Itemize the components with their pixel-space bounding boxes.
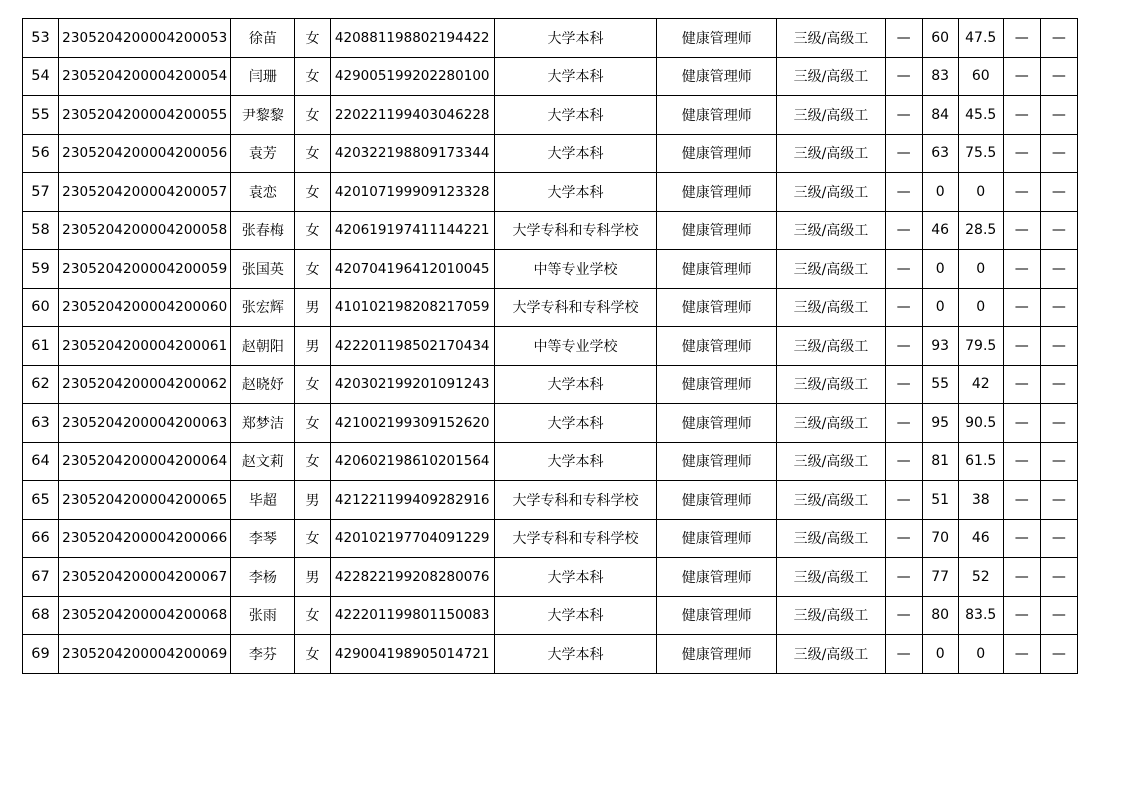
gender-cell: 女 (295, 96, 330, 135)
occupation-cell: 健康管理师 (657, 519, 777, 558)
id-number-cell: 420302199201091243 (330, 365, 494, 404)
seq-cell: 64 (23, 442, 59, 481)
occupation-cell: 健康管理师 (657, 134, 777, 173)
score-2-cell: 83.5 (958, 596, 1003, 635)
occupation-cell: 健康管理师 (657, 481, 777, 520)
gender-cell: 女 (295, 211, 330, 250)
candidate-score-table (22, 18, 1078, 674)
score-2-cell: 46 (958, 519, 1003, 558)
column-b-cell: — (1003, 57, 1040, 96)
occupation-cell: 健康管理师 (657, 211, 777, 250)
seq-cell: 60 (23, 288, 59, 327)
column-a-cell: — (885, 57, 922, 96)
id-number-cell: 422201199801150083 (330, 596, 494, 635)
column-c-cell: — (1040, 442, 1077, 481)
level-cell: 三级/高级工 (777, 442, 885, 481)
column-c-cell: — (1040, 173, 1077, 212)
column-a-cell: — (885, 442, 922, 481)
column-b-cell: — (1003, 288, 1040, 327)
column-c-cell: — (1040, 404, 1077, 443)
column-c-cell: — (1040, 288, 1077, 327)
exam-number-cell: 2305204200004200064 (59, 442, 231, 481)
score-2-cell: 75.5 (958, 134, 1003, 173)
column-a-cell: — (885, 288, 922, 327)
column-a-cell: — (885, 596, 922, 635)
education-cell: 中等专业学校 (494, 327, 656, 366)
column-b-cell: — (1003, 211, 1040, 250)
table-body (23, 19, 1078, 674)
gender-cell: 女 (295, 442, 330, 481)
seq-cell: 68 (23, 596, 59, 635)
column-a-cell: — (885, 635, 922, 674)
table-row (23, 558, 1078, 597)
gender-cell: 女 (295, 365, 330, 404)
column-a-cell: — (885, 558, 922, 597)
name-cell: 赵朝阳 (231, 327, 295, 366)
level-cell: 三级/高级工 (777, 365, 885, 404)
score-2-cell: 0 (958, 250, 1003, 289)
exam-number-cell: 2305204200004200063 (59, 404, 231, 443)
column-a-cell: — (885, 134, 922, 173)
education-cell: 大学本科 (494, 173, 656, 212)
column-b-cell: — (1003, 519, 1040, 558)
exam-number-cell: 2305204200004200058 (59, 211, 231, 250)
column-c-cell: — (1040, 134, 1077, 173)
gender-cell: 男 (295, 558, 330, 597)
exam-number-cell: 2305204200004200065 (59, 481, 231, 520)
id-number-cell: 422201198502170434 (330, 327, 494, 366)
table-row (23, 481, 1078, 520)
table-row (23, 327, 1078, 366)
score-1-cell: 46 (922, 211, 958, 250)
table-row (23, 288, 1078, 327)
column-a-cell: — (885, 211, 922, 250)
education-cell: 大学本科 (494, 635, 656, 674)
table-row (23, 173, 1078, 212)
score-2-cell: 0 (958, 288, 1003, 327)
seq-cell: 54 (23, 57, 59, 96)
level-cell: 三级/高级工 (777, 250, 885, 289)
education-cell: 大学专科和专科学校 (494, 288, 656, 327)
score-1-cell: 0 (922, 250, 958, 289)
name-cell: 尹黎黎 (231, 96, 295, 135)
level-cell: 三级/高级工 (777, 558, 885, 597)
column-b-cell: — (1003, 635, 1040, 674)
score-2-cell: 60 (958, 57, 1003, 96)
seq-cell: 58 (23, 211, 59, 250)
column-c-cell: — (1040, 211, 1077, 250)
score-1-cell: 84 (922, 96, 958, 135)
column-b-cell: — (1003, 365, 1040, 404)
id-number-cell: 420107199909123328 (330, 173, 494, 212)
table-row (23, 211, 1078, 250)
level-cell: 三级/高级工 (777, 173, 885, 212)
column-c-cell: — (1040, 596, 1077, 635)
education-cell: 大学本科 (494, 19, 656, 58)
seq-cell: 61 (23, 327, 59, 366)
name-cell: 李琴 (231, 519, 295, 558)
occupation-cell: 健康管理师 (657, 327, 777, 366)
name-cell: 毕超 (231, 481, 295, 520)
education-cell: 大学本科 (494, 57, 656, 96)
exam-number-cell: 2305204200004200059 (59, 250, 231, 289)
seq-cell: 59 (23, 250, 59, 289)
name-cell: 闫珊 (231, 57, 295, 96)
education-cell: 大学本科 (494, 134, 656, 173)
column-c-cell: — (1040, 558, 1077, 597)
column-c-cell: — (1040, 57, 1077, 96)
gender-cell: 女 (295, 19, 330, 58)
level-cell: 三级/高级工 (777, 596, 885, 635)
name-cell: 郑梦洁 (231, 404, 295, 443)
name-cell: 李芬 (231, 635, 295, 674)
column-a-cell: — (885, 96, 922, 135)
level-cell: 三级/高级工 (777, 19, 885, 58)
level-cell: 三级/高级工 (777, 288, 885, 327)
seq-cell: 57 (23, 173, 59, 212)
table-row (23, 635, 1078, 674)
column-b-cell: — (1003, 404, 1040, 443)
gender-cell: 女 (295, 134, 330, 173)
exam-number-cell: 2305204200004200066 (59, 519, 231, 558)
seq-cell: 66 (23, 519, 59, 558)
occupation-cell: 健康管理师 (657, 57, 777, 96)
exam-number-cell: 2305204200004200057 (59, 173, 231, 212)
level-cell: 三级/高级工 (777, 211, 885, 250)
column-c-cell: — (1040, 327, 1077, 366)
name-cell: 赵晓妤 (231, 365, 295, 404)
table-row (23, 96, 1078, 135)
gender-cell: 男 (295, 327, 330, 366)
education-cell: 大学本科 (494, 442, 656, 481)
exam-number-cell: 2305204200004200069 (59, 635, 231, 674)
table-row (23, 134, 1078, 173)
score-2-cell: 28.5 (958, 211, 1003, 250)
name-cell: 赵文莉 (231, 442, 295, 481)
name-cell: 徐苗 (231, 19, 295, 58)
level-cell: 三级/高级工 (777, 519, 885, 558)
exam-number-cell: 2305204200004200053 (59, 19, 231, 58)
exam-number-cell: 2305204200004200056 (59, 134, 231, 173)
id-number-cell: 420602198610201564 (330, 442, 494, 481)
seq-cell: 56 (23, 134, 59, 173)
column-a-cell: — (885, 365, 922, 404)
education-cell: 大学专科和专科学校 (494, 519, 656, 558)
column-b-cell: — (1003, 96, 1040, 135)
column-c-cell: — (1040, 250, 1077, 289)
column-c-cell: — (1040, 96, 1077, 135)
level-cell: 三级/高级工 (777, 96, 885, 135)
gender-cell: 女 (295, 519, 330, 558)
seq-cell: 55 (23, 96, 59, 135)
exam-number-cell: 2305204200004200068 (59, 596, 231, 635)
table-row (23, 19, 1078, 58)
score-2-cell: 0 (958, 173, 1003, 212)
score-1-cell: 93 (922, 327, 958, 366)
column-b-cell: — (1003, 481, 1040, 520)
name-cell: 袁芳 (231, 134, 295, 173)
occupation-cell: 健康管理师 (657, 96, 777, 135)
exam-number-cell: 2305204200004200062 (59, 365, 231, 404)
table-row (23, 57, 1078, 96)
score-1-cell: 0 (922, 173, 958, 212)
id-number-cell: 420704196412010045 (330, 250, 494, 289)
column-a-cell: — (885, 519, 922, 558)
education-cell: 大学专科和专科学校 (494, 211, 656, 250)
id-number-cell: 422822199208280076 (330, 558, 494, 597)
id-number-cell: 429004198905014721 (330, 635, 494, 674)
gender-cell: 男 (295, 481, 330, 520)
occupation-cell: 健康管理师 (657, 635, 777, 674)
score-2-cell: 45.5 (958, 96, 1003, 135)
score-1-cell: 81 (922, 442, 958, 481)
score-1-cell: 0 (922, 635, 958, 674)
education-cell: 大学本科 (494, 558, 656, 597)
seq-cell: 65 (23, 481, 59, 520)
column-c-cell: — (1040, 635, 1077, 674)
exam-number-cell: 2305204200004200061 (59, 327, 231, 366)
exam-number-cell: 2305204200004200060 (59, 288, 231, 327)
column-b-cell: — (1003, 442, 1040, 481)
seq-cell: 62 (23, 365, 59, 404)
occupation-cell: 健康管理师 (657, 404, 777, 443)
id-number-cell: 420102197704091229 (330, 519, 494, 558)
column-a-cell: — (885, 327, 922, 366)
score-2-cell: 79.5 (958, 327, 1003, 366)
occupation-cell: 健康管理师 (657, 19, 777, 58)
id-number-cell: 220221199403046228 (330, 96, 494, 135)
name-cell: 张宏辉 (231, 288, 295, 327)
education-cell: 大学专科和专科学校 (494, 481, 656, 520)
id-number-cell: 420619197411144221 (330, 211, 494, 250)
score-2-cell: 52 (958, 558, 1003, 597)
table-row (23, 519, 1078, 558)
score-1-cell: 55 (922, 365, 958, 404)
table-row (23, 250, 1078, 289)
level-cell: 三级/高级工 (777, 134, 885, 173)
column-b-cell: — (1003, 19, 1040, 58)
seq-cell: 67 (23, 558, 59, 597)
education-cell: 大学本科 (494, 96, 656, 135)
score-2-cell: 42 (958, 365, 1003, 404)
level-cell: 三级/高级工 (777, 635, 885, 674)
id-number-cell: 420881198802194422 (330, 19, 494, 58)
education-cell: 大学本科 (494, 365, 656, 404)
column-c-cell: — (1040, 19, 1077, 58)
id-number-cell: 410102198208217059 (330, 288, 494, 327)
gender-cell: 女 (295, 635, 330, 674)
column-c-cell: — (1040, 519, 1077, 558)
column-b-cell: — (1003, 173, 1040, 212)
column-c-cell: — (1040, 481, 1077, 520)
level-cell: 三级/高级工 (777, 481, 885, 520)
score-1-cell: 0 (922, 288, 958, 327)
score-1-cell: 83 (922, 57, 958, 96)
score-2-cell: 47.5 (958, 19, 1003, 58)
occupation-cell: 健康管理师 (657, 596, 777, 635)
column-c-cell: — (1040, 365, 1077, 404)
gender-cell: 男 (295, 288, 330, 327)
score-1-cell: 60 (922, 19, 958, 58)
score-1-cell: 51 (922, 481, 958, 520)
column-a-cell: — (885, 250, 922, 289)
level-cell: 三级/高级工 (777, 57, 885, 96)
education-cell: 大学本科 (494, 596, 656, 635)
table-row (23, 365, 1078, 404)
name-cell: 袁恋 (231, 173, 295, 212)
seq-cell: 69 (23, 635, 59, 674)
table-row (23, 404, 1078, 443)
score-2-cell: 61.5 (958, 442, 1003, 481)
exam-number-cell: 2305204200004200055 (59, 96, 231, 135)
table-row (23, 442, 1078, 481)
score-1-cell: 95 (922, 404, 958, 443)
occupation-cell: 健康管理师 (657, 173, 777, 212)
education-cell: 大学本科 (494, 404, 656, 443)
name-cell: 张春梅 (231, 211, 295, 250)
occupation-cell: 健康管理师 (657, 288, 777, 327)
column-b-cell: — (1003, 327, 1040, 366)
occupation-cell: 健康管理师 (657, 365, 777, 404)
column-b-cell: — (1003, 558, 1040, 597)
column-b-cell: — (1003, 596, 1040, 635)
column-a-cell: — (885, 19, 922, 58)
occupation-cell: 健康管理师 (657, 250, 777, 289)
level-cell: 三级/高级工 (777, 327, 885, 366)
occupation-cell: 健康管理师 (657, 442, 777, 481)
column-b-cell: — (1003, 250, 1040, 289)
id-number-cell: 421221199409282916 (330, 481, 494, 520)
level-cell: 三级/高级工 (777, 404, 885, 443)
gender-cell: 女 (295, 173, 330, 212)
education-cell: 中等专业学校 (494, 250, 656, 289)
column-a-cell: — (885, 173, 922, 212)
score-2-cell: 38 (958, 481, 1003, 520)
score-1-cell: 70 (922, 519, 958, 558)
name-cell: 李杨 (231, 558, 295, 597)
exam-number-cell: 2305204200004200067 (59, 558, 231, 597)
column-a-cell: — (885, 481, 922, 520)
exam-number-cell: 2305204200004200054 (59, 57, 231, 96)
seq-cell: 63 (23, 404, 59, 443)
column-b-cell: — (1003, 134, 1040, 173)
score-1-cell: 63 (922, 134, 958, 173)
score-2-cell: 90.5 (958, 404, 1003, 443)
seq-cell: 53 (23, 19, 59, 58)
name-cell: 张国英 (231, 250, 295, 289)
table-row (23, 596, 1078, 635)
gender-cell: 女 (295, 250, 330, 289)
name-cell: 张雨 (231, 596, 295, 635)
gender-cell: 女 (295, 596, 330, 635)
id-number-cell: 420322198809173344 (330, 134, 494, 173)
id-number-cell: 429005199202280100 (330, 57, 494, 96)
column-a-cell: — (885, 404, 922, 443)
occupation-cell: 健康管理师 (657, 558, 777, 597)
gender-cell: 女 (295, 57, 330, 96)
gender-cell: 女 (295, 404, 330, 443)
score-1-cell: 80 (922, 596, 958, 635)
score-2-cell: 0 (958, 635, 1003, 674)
id-number-cell: 421002199309152620 (330, 404, 494, 443)
score-1-cell: 77 (922, 558, 958, 597)
